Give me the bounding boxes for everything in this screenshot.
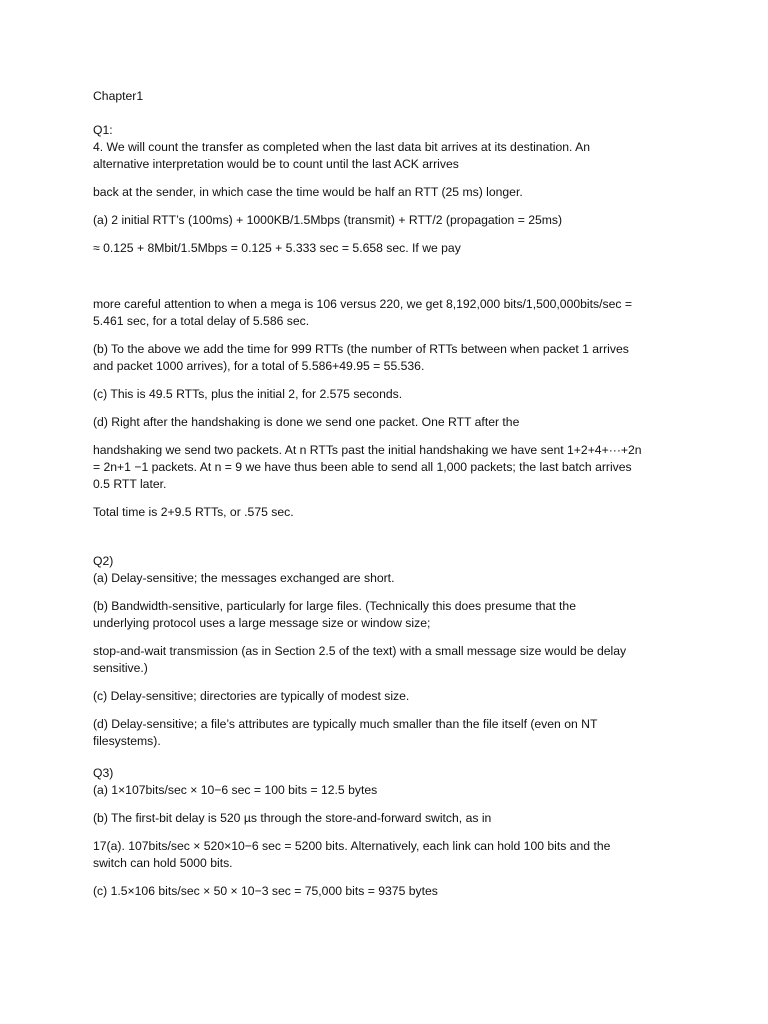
text-line: and packet 1000 arrives), for a total of 5.586+49.95 = 55.536. (93, 359, 425, 373)
text-line: stop-and-wait transmission (as in Section 2.5 of the text) with a small message size would be delay (93, 644, 627, 658)
text-line: more careful attention to when a mega is 106 versus 220, we get 8,192,000 bits/1,500,000bits/sec = (93, 297, 632, 311)
q1-part-c: (c) This is 49.5 RTTs, plus the initial 2, for 2.575 seconds. (93, 387, 403, 401)
document-page (93, 88, 683, 900)
q3-heading: Q3) (93, 766, 114, 780)
text-line: (d) Delay-sensitive; a file’s attributes are typically much smaller than the file itself (even on NT (93, 717, 598, 731)
q2-part-b-continued (93, 643, 683, 677)
q3-part-b-continued (93, 838, 683, 872)
q2-heading: Q2) (93, 554, 114, 568)
q1-part-d: (d) Right after the handshaking is done we send one packet. One RTT after the (93, 415, 520, 429)
q2-part-b (93, 598, 683, 632)
q1-part-b (93, 341, 683, 375)
chapter-title: Chapter1 (93, 89, 144, 103)
text-line: (b) Bandwidth-sensitive, particularly for large files. (Technically this does presume that the (93, 599, 576, 613)
text-line: underlying protocol uses a large message size or window size; (93, 616, 431, 630)
q1-part-d-continued (93, 442, 683, 493)
q3-part-a: (a) 1×107bits/sec × 10−6 sec = 100 bits = 12.5 bytes (93, 783, 378, 797)
q3-part-b: (b) The first-bit delay is 520 µs through the store-and-forward switch, as in (93, 811, 492, 825)
q2-part-d (93, 716, 683, 750)
text-line: handshaking we send two packets. At n RTTs past the initial handshaking we have sent 1+2+4+···+2n (93, 443, 642, 457)
q1-total-time: Total time is 2+9.5 RTTs, or .575 sec. (93, 505, 294, 519)
text-line: 5.461 sec, for a total delay of 5.586 sec. (93, 314, 310, 328)
text-line: = 2n+1 −1 packets. At n = 9 we have thus been able to send all 1,000 packets; the last batch arrives (93, 460, 632, 474)
text-line: filesystems). (93, 734, 161, 748)
q1-heading: Q1: (93, 123, 113, 137)
text-line: 4. We will count the transfer as completed when the last data bit arrives at its destination. An (93, 140, 591, 154)
q1-paragraph-mega (93, 296, 683, 330)
q1-part-a-calc: ≈ 0.125 + 8Mbit/1.5Mbps = 0.125 + 5.333 sec = 5.658 sec. If we pay (93, 241, 461, 255)
q1-part-a: (a) 2 initial RTT’s (100ms) + 1000KB/1.5Mbps (transmit) + RTT/2 (propagation = 25ms) (93, 213, 563, 227)
text-line: sensitive.) (93, 661, 148, 675)
text-line: 17(a). 107bits/sec × 520×10−6 sec = 5200 bits. Alternatively, each link can hold 100 bits and the (93, 839, 611, 853)
q2-part-c: (c) Delay-sensitive; directories are typically of modest size. (93, 689, 410, 703)
q1-paragraph-intro (93, 139, 683, 173)
q3-part-c: (c) 1.5×106 bits/sec × 50 × 10−3 sec = 75,000 bits = 9375 bytes (93, 884, 438, 898)
text-line: (b) To the above we add the time for 999 RTTs (the number of RTTs between when packet 1 arrives (93, 342, 629, 356)
text-line: 0.5 RTT later. (93, 477, 167, 491)
q2-part-a: (a) Delay-sensitive; the messages exchanged are short. (93, 571, 395, 585)
text-line: alternative interpretation would be to count until the last ACK arrives (93, 157, 459, 171)
text-line: switch can hold 5000 bits. (93, 856, 233, 870)
q1-paragraph-ack: back at the sender, in which case the time would be half an RTT (25 ms) longer. (93, 185, 523, 199)
